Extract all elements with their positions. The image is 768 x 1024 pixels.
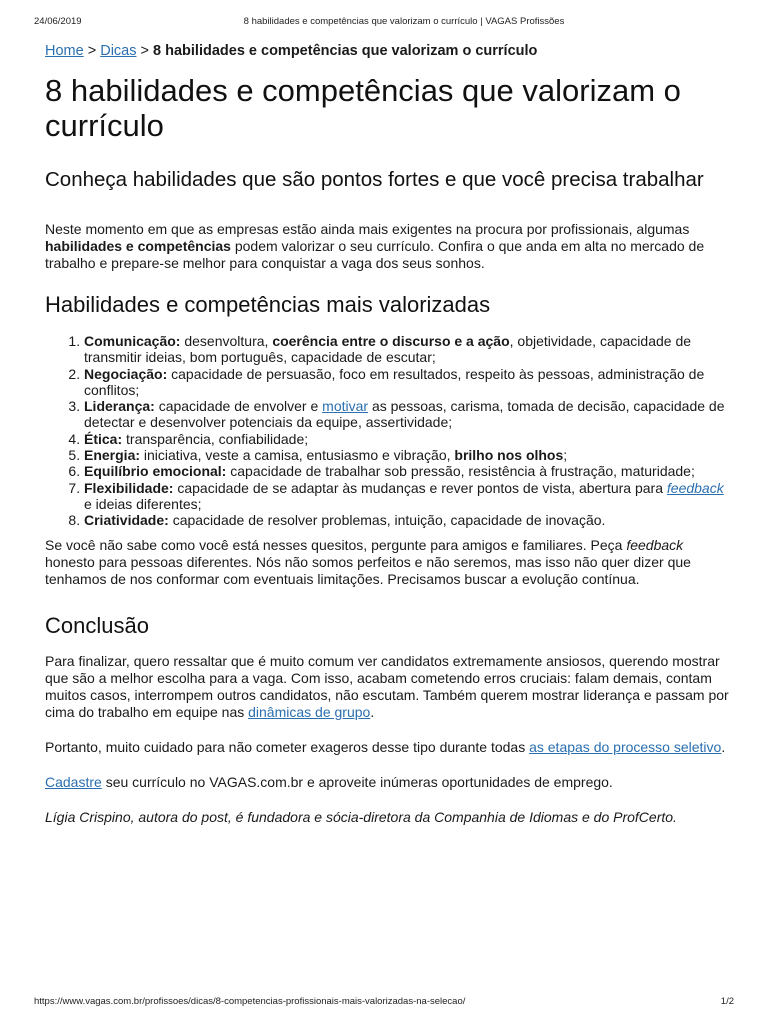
cta-paragraph [45, 774, 735, 791]
page-title: 8 habilidades e competências que valorizam o currículo [45, 73, 681, 143]
skill-text: capacidade de resolver problemas, intuição, capacidade de inovação. [168, 512, 606, 529]
skill-text: as pessoas, carisma, tomada de decisão, capacidade de detectar e desenvolver potenciais da equipe, assertividade; [84, 398, 725, 431]
section-heading-skills: Habilidades e competências mais valorizadas [45, 292, 491, 317]
list-item [84, 366, 735, 399]
article-content [45, 41, 735, 826]
skill-bold-text: coerência entre o discurso e a ação [272, 333, 510, 349]
conclusion-paragraph-2 [45, 739, 735, 756]
skill-text: e ideias diferentes; [84, 495, 202, 512]
breadcrumb-dicas-link[interactable]: Dicas [100, 43, 137, 59]
paragraph-text: Se você não sabe como você está nesses quesitos, pergunte para amigos e familiares. Peça [45, 536, 627, 553]
etapas-processo-seletivo-link[interactable]: as etapas do processo seletivo [529, 738, 722, 755]
paragraph-text: . [721, 738, 726, 755]
skill-label: Equilíbrio emocional: [84, 463, 227, 480]
skill-text: ; [563, 447, 568, 464]
skill-text: capacidade de se adaptar às mudanças e rever pontos de vista, abertura para [173, 479, 667, 496]
after-list-paragraph [45, 537, 735, 588]
list-item [84, 463, 735, 479]
skill-text: desenvoltura, [180, 333, 273, 349]
page-number: 1/2 [720, 996, 734, 1007]
breadcrumb-home-link[interactable]: Home [45, 43, 84, 59]
author-note: Lígia Crispino, autora do post, é fundadora e sócia-diretora da Companhia de Idiomas e do ProfCerto. [45, 808, 677, 825]
feedback-link[interactable]: feedback [666, 479, 724, 496]
print-document-title: 8 habilidades e competências que valorizam o currículo | VAGAS Profissões [243, 16, 565, 27]
breadcrumb-separator: > [83, 43, 101, 59]
intro-text: Neste momento em que as empresas estão ainda mais exigentes na procura por profissionais, algumas [45, 221, 690, 237]
paragraph-text: Para finalizar, quero ressaltar que é muito comum ver candidatos extremamente ansiosos, querendo mostrar que são a melhor escolha para a vaga. Com isso, acabam cometendo erros cruciais: falam demais, contam muitos casos, interrompem outros candidatos, não escutam. Também querem mostrar liderança e passam por cima do trabalho em equipe nas [45, 652, 729, 720]
list-item [84, 398, 735, 431]
skill-label: Negociação: [84, 365, 168, 382]
skill-label: Comunicação: [84, 333, 181, 349]
skill-text: iniciativa, veste a camisa, entusiasmo e vibração, [140, 447, 455, 464]
print-url: https://www.vagas.com.br/profissoes/dicas/8-competencias-profissionais-mais-valorizadas-na-selecao/ [34, 996, 466, 1007]
paragraph-text: . [370, 703, 375, 720]
breadcrumb [45, 41, 735, 61]
skill-label: Ética: [84, 430, 123, 447]
skill-text: transparência, confiabilidade; [122, 430, 309, 447]
list-item [84, 431, 735, 447]
list-item [84, 512, 735, 528]
print-footer [0, 996, 768, 1010]
paragraph-text: Portanto, muito cuidado para não cometer exageros desse tipo durante todas [45, 738, 530, 755]
list-item [84, 447, 735, 463]
dinamicas-de-grupo-link[interactable]: dinâmicas de grupo [248, 703, 371, 720]
print-date: 24/06/2019 [34, 16, 82, 27]
intro-paragraph [45, 221, 735, 272]
skill-label: Criatividade: [84, 512, 169, 529]
paragraph-text: seu currículo no VAGAS.com.br e aproveite inúmeras oportunidades de emprego. [101, 773, 613, 790]
intro-text: podem valorizar o seu currículo. Confira o que anda em alta no mercado de trabalho e prepare-se melhor para conquistar a vaga dos seus sonhos. [45, 238, 705, 271]
skill-bold-text: brilho nos olhos [454, 447, 564, 464]
page-subtitle: Conheça habilidades que são pontos fortes e que você precisa trabalhar [45, 168, 704, 191]
breadcrumb-separator: > [136, 43, 154, 59]
intro-bold-text: habilidades e competências [45, 238, 231, 254]
list-item [84, 333, 735, 366]
list-item [84, 480, 735, 513]
conclusion-paragraph-1 [45, 653, 735, 721]
skill-label: Energia: [84, 447, 141, 464]
feedback-italic: feedback [626, 536, 684, 553]
skill-text: capacidade de envolver e [154, 398, 323, 415]
cadastre-link[interactable]: Cadastre [45, 773, 102, 790]
skills-list [45, 333, 735, 529]
print-header [0, 16, 768, 30]
skill-label: Liderança: [84, 398, 155, 415]
skill-text: capacidade de trabalhar sob pressão, resistência à frustração, maturidade; [226, 463, 695, 480]
skill-text: capacidade de persuasão, foco em resultados, respeito às pessoas, administração de conflitos; [84, 365, 705, 398]
motivar-link[interactable]: motivar [322, 398, 369, 415]
paragraph-text: honesto para pessoas diferentes. Nós não somos perfeitos e não seremos, mas isso não quer dizer que tenhamos de nos conformar com eventuais limitações. Precisamos buscar a evolução contínua. [45, 553, 691, 587]
breadcrumb-current: 8 habilidades e competências que valorizam o currículo [153, 43, 538, 59]
skill-label: Flexibilidade: [84, 479, 174, 496]
skill-text: , objetividade, capacidade de transmitir ideias, bom português, capacidade de escutar; [84, 333, 692, 366]
section-heading-conclusion: Conclusão [45, 612, 149, 638]
